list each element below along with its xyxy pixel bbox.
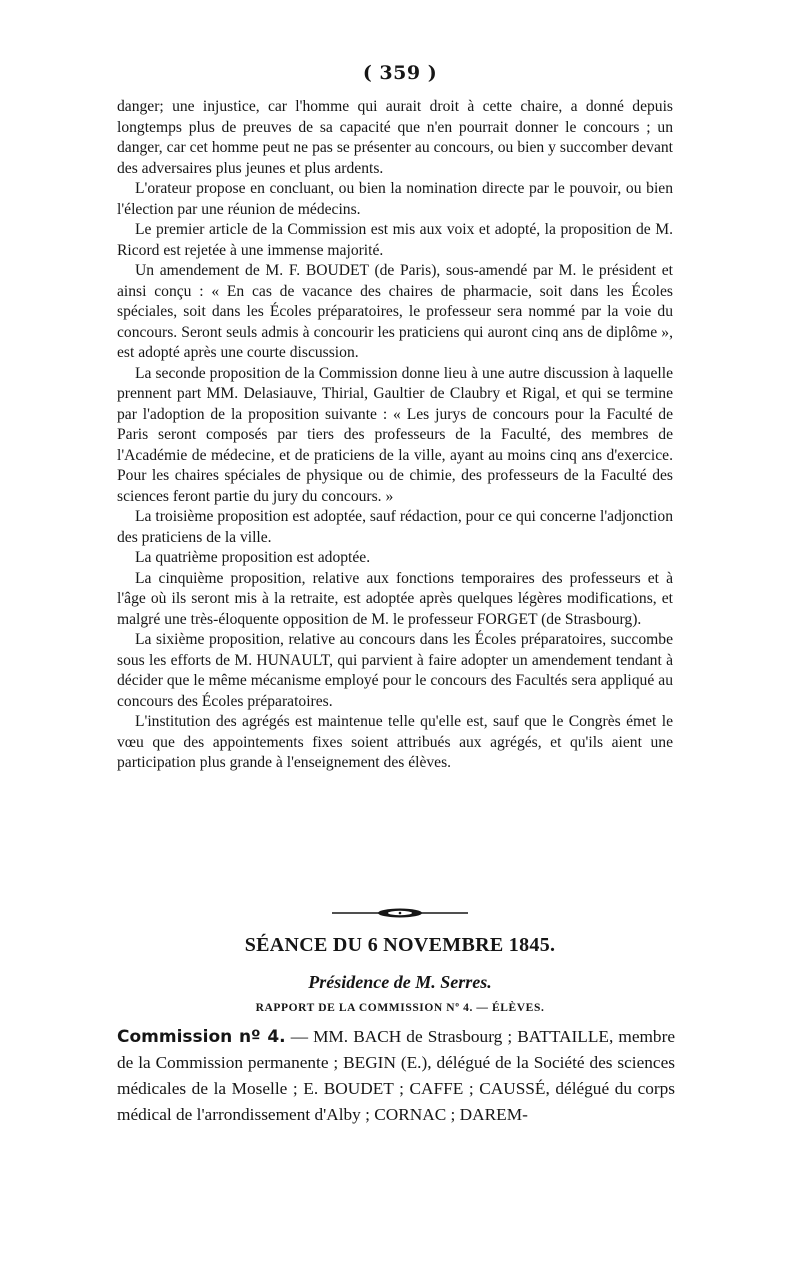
paragraph: La sixième proposition, relative au concours dans les Écoles préparatoires, succombe sous les efforts de M. HUNAULT, qui parvient à faire adopter un amendement tendant à décider que le même mécanisme employé pour le concours des Facultés sera appliqué au concours des Écoles préparatoires. [117, 631, 673, 710]
ornament-divider [330, 906, 470, 920]
paragraph: La troisième proposition est adoptée, sauf rédaction, pour ce qui concerne l'adjonction des praticiens de la ville. [117, 508, 673, 546]
paragraph: L'orateur propose en concluant, ou bien la nomination directe par le pouvoir, ou bien l'élection par une réunion de médecins. [117, 180, 673, 218]
paragraph: Le premier article de la Commission est mis aux voix et adopté, la proposition de M. Ricord est rejetée à une immense majorité. [117, 221, 673, 259]
commission-lead: Commission nº 4. [117, 1027, 286, 1047]
session-heading: SÉANCE DU 6 NOVEMBRE 1845. [244, 934, 556, 956]
paragraph: Un amendement de M. F. BOUDET (de Paris), sous-amendé par M. le président et ainsi conçu : « En cas de vacance des chaires de pharmacie, soit dans les Écoles spéciales, soit dans les Écoles préparatoires, le professeur sera nommé par la voie du concours. Seront seuls admis à concourir les praticiens qui auront cinq ans de diplôme », est adopté après une courte discussion. [117, 262, 673, 361]
page-number: ( 359 ) [362, 62, 438, 84]
commission-paragraph [117, 1024, 675, 1128]
paragraph: La quatrième proposition est adoptée. [135, 549, 371, 566]
report-heading: RAPPORT DE LA COMMISSION Nº 4. — ÉLÈVES. [255, 1002, 545, 1014]
paragraph: L'institution des agrégés est maintenue telle qu'elle est, sauf que le Congrès émet le vœu que des appointements fixes soient attribués aux agrégés, et qu'ils aient une participation plus grande à l'enseignement des élèves. [117, 713, 673, 771]
commission-members: — MM. BACH de Strasbourg ; BATTAILLE, membre de la Commission permanente ; BEGIN (E.), délégué de la Société des sciences médicales de la Moselle ; E. BOUDET ; CAFFE ; CAUSSÉ, délégué du corps médical de l'arrondissement d'Alby ; CORNAC ; DAREM- [117, 1027, 675, 1124]
paragraph: La cinquième proposition, relative aux fonctions temporaires des professeurs et à l'âge où ils seront mis à la retraite, est adoptée après quelques légères modifications, et malgré une très-éloquente opposition de M. le professeur FORGET (de Strasbourg). [117, 569, 673, 628]
main-text [117, 97, 673, 774]
commission-block [117, 1024, 675, 1128]
presidency-line: Présidence de M. Serres. [308, 972, 492, 992]
paragraph: danger; une injustice, car l'homme qui aurait droit à cette chaire, a donné depuis longtemps plus de preuves de sa capacité que n'en pourrait donner le concours ; un danger, car cet homme peut ne pas se présenter au concours, ou bien y succomber devant des adversaires plus jeunes et plus ardents. [117, 98, 673, 177]
paragraph: La seconde proposition de la Commission donne lieu à une autre discussion à laquelle prennent part MM. Delasiauve, Thirial, Gaultier de Claubry et Rigal, et qui se termine par l'adoption de la proposition suivante : « Les jurys de concours pour la Faculté de Paris seront composés par tiers des professeurs de la Faculté, des membres de l'Académie de médecine, et de praticiens de la ville, ayant au moins cinq ans d'exercice. Pour les chaires spéciales de physique ou de chimie, des professeurs de la Faculté des sciences feront partie du jury du concours. » [117, 364, 673, 505]
